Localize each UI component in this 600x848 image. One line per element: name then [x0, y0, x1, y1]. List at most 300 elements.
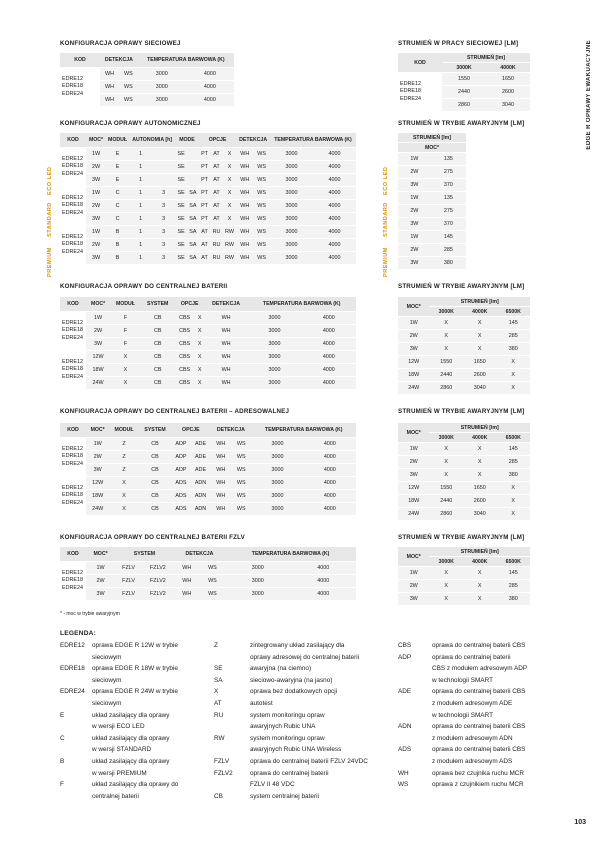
table-cell: 285 [431, 244, 466, 256]
table-cell: WH [236, 252, 253, 264]
table-cell: 1W [86, 226, 106, 238]
col-strumien: STRUMIEŃ [lm] [442, 53, 530, 62]
col-6500k: 6500K [496, 557, 530, 566]
table-cell: WS [119, 68, 138, 80]
table-cell: CB [141, 351, 175, 363]
table-cell: 2W [86, 239, 106, 251]
table-cell: 2W [398, 205, 431, 217]
table-cell: X [110, 377, 141, 389]
table-cell: 1 [129, 226, 152, 238]
table-cell: 285 [496, 580, 530, 592]
table-cell: 12W [398, 356, 429, 368]
col-moc: MOC* [398, 423, 429, 442]
col-4000k: 4000K [463, 307, 497, 316]
table-cell: WH [174, 575, 200, 587]
legend-description: system monitoringu opraw [250, 711, 325, 719]
table-cell: 3000 [225, 575, 290, 587]
table-row [60, 364, 356, 376]
table-cell: 4000 [313, 200, 356, 212]
table-cell: RU [210, 226, 222, 238]
table-cell: ADS [171, 503, 190, 515]
col-mode: MODE [175, 133, 199, 147]
table-row [398, 73, 530, 85]
table-cell: 4000 [313, 161, 356, 173]
table-cell: Z [109, 464, 139, 476]
table-cell: 4000 [302, 325, 356, 337]
legend-description: w wersji PREMIUM [92, 769, 147, 777]
table-row [60, 477, 356, 489]
table-cell: X [463, 343, 497, 355]
table-cell: SE [175, 226, 187, 238]
table-cell: WH [205, 351, 248, 363]
legend-key: FZLV [214, 758, 230, 765]
table-cell: WH [205, 325, 248, 337]
table-cell: 4000 [302, 377, 356, 389]
table-cell: 3W [86, 213, 106, 225]
col-modul: MODUŁ [109, 423, 139, 437]
table-cell: X [110, 351, 141, 363]
table-cell: 370 [431, 179, 466, 191]
table-cell: 3W [86, 588, 115, 600]
table-row [60, 451, 356, 463]
table-row [398, 356, 530, 368]
table-cell: ADP [171, 451, 190, 463]
legend-description: CBS z modułem adresowym ADP [432, 665, 528, 673]
table-cell: ADS [171, 490, 190, 502]
table-mains-flux [398, 52, 530, 112]
table-cell: 3000 [251, 490, 303, 502]
table-cell: B [106, 252, 129, 264]
table-cell: 145 [431, 231, 466, 243]
col-opcje: OPCJE [199, 133, 236, 147]
table-cell: CBS [175, 338, 195, 350]
table-cell: WH [210, 477, 231, 489]
table-cell: 1 [129, 252, 152, 264]
product-code-cell: EDRE12 EDRE18 EDRE24 [60, 226, 86, 264]
table-cell: 3040 [463, 382, 497, 394]
table-cell: 4000 [304, 438, 356, 450]
group-label-eco-right: ECO LED [383, 166, 389, 195]
legend-description: oprawa bez dodatkowych opcji [250, 688, 338, 696]
product-code-cell: EDRE12 EDRE18 EDRE24 [60, 351, 86, 389]
table-cell: X [429, 443, 463, 455]
table-cell: WS [253, 148, 270, 160]
table-cell: 380 [431, 257, 466, 269]
table-row [398, 580, 530, 592]
legend-key: WH [398, 769, 409, 777]
table-cell: WS [253, 213, 270, 225]
table-row [398, 317, 530, 329]
table-cell: 1 [129, 200, 152, 212]
table-cell: ADE [191, 464, 211, 476]
table-cell: 18W [398, 369, 429, 381]
table-cell: WH [210, 464, 231, 476]
table-row [60, 503, 356, 515]
table-cell: 2W [86, 451, 109, 463]
table-cell: 3W [398, 179, 431, 191]
table-cell: WH [236, 161, 253, 173]
table-row [398, 231, 466, 243]
table-cell: CB [139, 477, 172, 489]
legend-key: SA [214, 676, 223, 684]
table-cell: SA [187, 213, 199, 225]
section-title-central-flux: STRUMIEŃ W TRYBIE AWARYJNYM [LM] [398, 283, 525, 290]
col-4000k: 4000K [486, 63, 530, 72]
group-label-premium: PREMIUM [47, 247, 53, 277]
table-cell: 12W [398, 482, 429, 494]
col-temp: TEMPERATURA BARWOWA (K) [138, 53, 234, 67]
table-cell: 4000 [304, 477, 356, 489]
table-cell: WS [200, 575, 225, 587]
table-cell: ADP [171, 438, 190, 450]
table-cell: SA [187, 226, 199, 238]
table-cell: 1 [129, 239, 152, 251]
section-title-mains: KONFIGURACJA OPRAWY SIECIOWEJ [60, 40, 181, 47]
table-cell: 3000 [251, 503, 303, 515]
col-detekcja: DETEKCJA [174, 547, 225, 561]
table-cell: PT [199, 174, 210, 186]
group-label-premium-right: PREMIUM [383, 247, 389, 277]
table-cell: 145 [496, 567, 530, 579]
legend-title: LEGENDA: [60, 630, 97, 637]
table-row [398, 343, 530, 355]
col-kod: KOD [60, 547, 86, 561]
table-cell: WH [236, 239, 253, 251]
table-row [60, 438, 356, 450]
table-row [398, 382, 530, 394]
table-cell: X [463, 567, 497, 579]
table-cell: Z [109, 438, 139, 450]
table-cell: 4000 [313, 148, 356, 160]
table-central-flux [398, 296, 530, 395]
table-cell: CB [141, 338, 175, 350]
col-kod: KOD [60, 133, 86, 147]
table-cell: 1W [398, 317, 429, 329]
table-cell: CB [139, 503, 172, 515]
table-cell: 4000 [304, 503, 356, 515]
table-cell: 3000 [247, 338, 301, 350]
table-cell: ADS [171, 477, 190, 489]
table-cell: 2W [398, 166, 431, 178]
table-cell: 2440 [442, 86, 486, 98]
table-cell: 285 [496, 330, 530, 342]
col-4000k: 4000K [463, 557, 497, 566]
legend-description: oprawa do centralnej baterii CBS [432, 746, 526, 754]
table-cell: 1W [398, 192, 431, 204]
legend-description: sieciowym [92, 700, 122, 707]
table-cell: 3W [86, 174, 106, 186]
table-cell: 3000 [225, 588, 290, 600]
table-cell: X [429, 317, 463, 329]
table-cell: X [463, 593, 497, 605]
col-detekcja: DETEKCJA [205, 297, 248, 311]
col-kod: KOD [60, 53, 100, 67]
table-cell: CBS [175, 312, 195, 324]
table-cell: 2W [398, 330, 429, 342]
table-cell: WH [174, 588, 200, 600]
section-title-autonomous-flux: STRUMIEŃ W TRYBIE AWARYJNYM [LM] [398, 120, 525, 127]
table-cell: 275 [431, 205, 466, 217]
table-cell: 2W [86, 325, 110, 337]
table-cell: FZLV [115, 588, 142, 600]
table-cell: 1 [129, 174, 152, 186]
table-row [60, 312, 356, 324]
table-cell: 3000 [247, 377, 301, 389]
product-code-cell: EDRE12 EDRE18 EDRE24 [60, 68, 100, 106]
table-cell: 3000 [270, 252, 313, 264]
table-cell: 4000 [186, 81, 234, 93]
table-cell: X [496, 356, 530, 368]
col-strumien: STRUMIEŃ [lm] [429, 547, 530, 556]
legend-key: CBS [398, 642, 412, 649]
legend-description: oprawa z czujnikiem ruchu MCR [432, 781, 524, 789]
table-cell: X [109, 490, 139, 502]
table-cell: C [106, 213, 129, 225]
table-cell: 3 [152, 239, 175, 251]
table-cell: C [106, 200, 129, 212]
table-cell: B [106, 239, 129, 251]
col-moc: MOC* [86, 547, 115, 561]
table-cell: 1650 [486, 73, 530, 85]
table-cell: 3W [86, 338, 110, 350]
legend-description: autotest [250, 700, 273, 707]
table-cell: 1 [129, 161, 152, 173]
table-cell: 380 [496, 469, 530, 481]
col-strumien: STRUMIEŃ [lm] [429, 423, 530, 432]
group-label-eco: ECO LED [47, 166, 53, 195]
table-cell: RU [210, 252, 222, 264]
table-cell: X [496, 482, 530, 494]
table-cell: CB [141, 364, 175, 376]
legend-key: RW [214, 734, 225, 742]
table-cell: RW [223, 252, 237, 264]
table-cell: E [106, 174, 129, 186]
legend-description: w technologii SMART [432, 676, 493, 684]
table-cell: 2440 [429, 369, 463, 381]
table-row [60, 68, 234, 80]
table-cell: AT [210, 174, 222, 186]
table-row [60, 377, 356, 389]
table-cell: AT [199, 239, 210, 251]
table-cell: WH [210, 503, 231, 515]
table-cell: SE [175, 213, 187, 225]
table-cell: X [463, 330, 497, 342]
col-detekcja: DETEKCJA [210, 423, 251, 437]
table-row [60, 351, 356, 363]
table-cell: Z [109, 451, 139, 463]
table-cell: X [496, 382, 530, 394]
table-cell: X [429, 456, 463, 468]
table-cell: 135 [431, 153, 466, 165]
table-cell: X [223, 161, 237, 173]
table-cell: X [109, 477, 139, 489]
table-cell: WS [231, 477, 251, 489]
legend-key: EDRE18 [60, 665, 85, 673]
table-row [60, 200, 356, 212]
table-cell: F [110, 338, 141, 350]
legend-description: w wersji STANDARD [92, 746, 152, 754]
legend-description: oprawa do centralnej baterii [250, 769, 329, 777]
table-cell: X [195, 364, 205, 376]
table-cell: FZLV2 [142, 562, 174, 574]
table-cell: CB [141, 325, 175, 337]
table-cell: CB [139, 451, 172, 463]
table-cell: 4000 [313, 226, 356, 238]
legend-key: ADS [398, 746, 412, 754]
table-cell: 1W [398, 153, 431, 165]
table-cell: ADN [191, 477, 211, 489]
legend-key: EDRE12 [60, 642, 85, 649]
table-cell: 2860 [429, 508, 463, 520]
table-cell: F [110, 312, 141, 324]
table-cell: WH [210, 451, 231, 463]
table-cell: 1W [398, 231, 431, 243]
table-cell: WH [210, 438, 231, 450]
col-3000k: 3000K [429, 307, 463, 316]
table-cell: WS [119, 81, 138, 93]
table-cell: 3040 [463, 508, 497, 520]
product-code-cell: EDRE12 EDRE18 EDRE24 [60, 438, 86, 476]
table-cell: 1W [86, 148, 106, 160]
legend-description: z modułem adresowym ADE [432, 700, 513, 707]
table-cell: 24W [398, 508, 429, 520]
table-cell: WS [253, 187, 270, 199]
table-cell: 2W [398, 244, 431, 256]
legend-description: oprawa do centralnej baterii CBS [432, 642, 526, 649]
col-6500k: 6500K [496, 433, 530, 442]
table-cell: 145 [496, 317, 530, 329]
table-cell: 12W [86, 351, 110, 363]
table-cell: PT [199, 161, 210, 173]
legend-key: EDRE24 [60, 688, 85, 696]
table-cell: X [463, 456, 497, 468]
legend-description: centralnej baterii [92, 792, 139, 800]
table-cell: X [463, 317, 497, 329]
table-cell: X [223, 187, 237, 199]
table-cell: 1W [398, 567, 429, 579]
table-cell: WH [100, 81, 119, 93]
table-row [60, 325, 356, 337]
table-cell: 1550 [429, 356, 463, 368]
table-cell: AT [199, 226, 210, 238]
table-cell: AT [210, 200, 222, 212]
table-cell [152, 148, 175, 160]
product-code-cell: EDRE12 EDRE18 EDRE24 [60, 187, 86, 225]
table-cell: AT [199, 252, 210, 264]
col-temp: TEMPERATURA BARWOWA (K) [247, 297, 356, 311]
table-cell: SE [175, 252, 187, 264]
table-cell: 380 [496, 593, 530, 605]
table-cell: WH [236, 213, 253, 225]
table-cell: WS [200, 562, 225, 574]
legend-description: z modułem adresowym ADN [432, 734, 513, 742]
table-cell: 3000 [138, 68, 186, 80]
col-3000k: 3000K [429, 433, 463, 442]
table-cell: 2600 [486, 86, 530, 98]
side-section-label: EDGE R OPRAWY EWAKUACYJNE [586, 40, 592, 150]
table-cell: SA [187, 252, 199, 264]
legend-description: układ zasilający dla oprawy [92, 758, 170, 765]
legend-description: oprawa EDGE R 18W w trybie [92, 665, 178, 673]
table-cell: 3000 [251, 464, 303, 476]
table-cell: 2W [398, 456, 429, 468]
table-cell: WS [231, 503, 251, 515]
table-cell: 380 [496, 343, 530, 355]
table-cell: 24W [86, 377, 110, 389]
col-moc: MOC* [398, 143, 466, 152]
table-cell: X [110, 364, 141, 376]
table-cell: X [429, 469, 463, 481]
table-cell: 1W [86, 438, 109, 450]
col-system: SYSTEM [141, 297, 175, 311]
table-cell: 3040 [486, 99, 530, 111]
table-cell: E [106, 148, 129, 160]
table-row [60, 588, 356, 600]
legend-description: w wersji ECO LED [92, 723, 145, 731]
legend-description: oprawa do centralnej baterii FZLV 24VDC [250, 758, 368, 765]
col-3000k: 3000K [442, 63, 486, 72]
table-cell: FZLV2 [142, 575, 174, 587]
section-title-addressable: KONFIGURACJA OPRAWY DO CENTRALNEJ BATERII – ADRESOWALNEJ [60, 408, 290, 415]
table-cell: ADN [191, 503, 211, 515]
table-cell: 3 [152, 187, 175, 199]
col-system: SYSTEM [115, 547, 174, 561]
table-cell: 4000 [291, 562, 356, 574]
table-cell: WS [231, 438, 251, 450]
legend-description: sieciowym [92, 676, 122, 684]
table-row [60, 226, 356, 238]
table-cell: 3000 [247, 351, 301, 363]
table-row [60, 490, 356, 502]
table-cell: 3000 [138, 81, 186, 93]
table-cell: 2W [86, 200, 106, 212]
table-cell: X [195, 312, 205, 324]
table-row [398, 508, 530, 520]
col-modul: MODUŁ [106, 133, 129, 147]
col-temp: TEMPERATURA BARWOWA (K) [251, 423, 356, 437]
table-cell: X [496, 495, 530, 507]
table-cell: CB [141, 312, 175, 324]
legend-description: awaryjnych Rubic UNA [250, 723, 316, 731]
legend-key: ADE [398, 688, 412, 696]
table-cell: 4000 [313, 239, 356, 251]
table-cell: 3000 [270, 200, 313, 212]
col-kod: KOD [60, 297, 86, 311]
legend-description: oprawa EDGE R 12W w trybie [92, 642, 178, 649]
table-row [398, 244, 466, 256]
table-row [60, 148, 356, 160]
product-code-cell: EDRE12 EDRE18 EDRE24 [60, 312, 86, 350]
table-cell: 145 [496, 443, 530, 455]
table-cell: WS [253, 239, 270, 251]
table-cell: AT [210, 213, 222, 225]
table-cell: WS [231, 451, 251, 463]
col-temp: TEMPERATURA BARWOWA (K) [270, 133, 356, 147]
table-cell: 3000 [270, 239, 313, 251]
table-cell: WH [236, 226, 253, 238]
table-row [60, 239, 356, 251]
table-cell: ADP [171, 464, 190, 476]
table-cell: 3000 [270, 161, 313, 173]
table-cell: 4000 [302, 338, 356, 350]
legend-description: w technologii SMART [432, 711, 493, 719]
table-cell: X [223, 213, 237, 225]
legend-key: ADN [398, 723, 412, 731]
legend-description: system monitoringu opraw [250, 734, 325, 742]
table-cell [152, 161, 175, 173]
table-row [60, 174, 356, 186]
col-4000k: 4000K [463, 433, 497, 442]
